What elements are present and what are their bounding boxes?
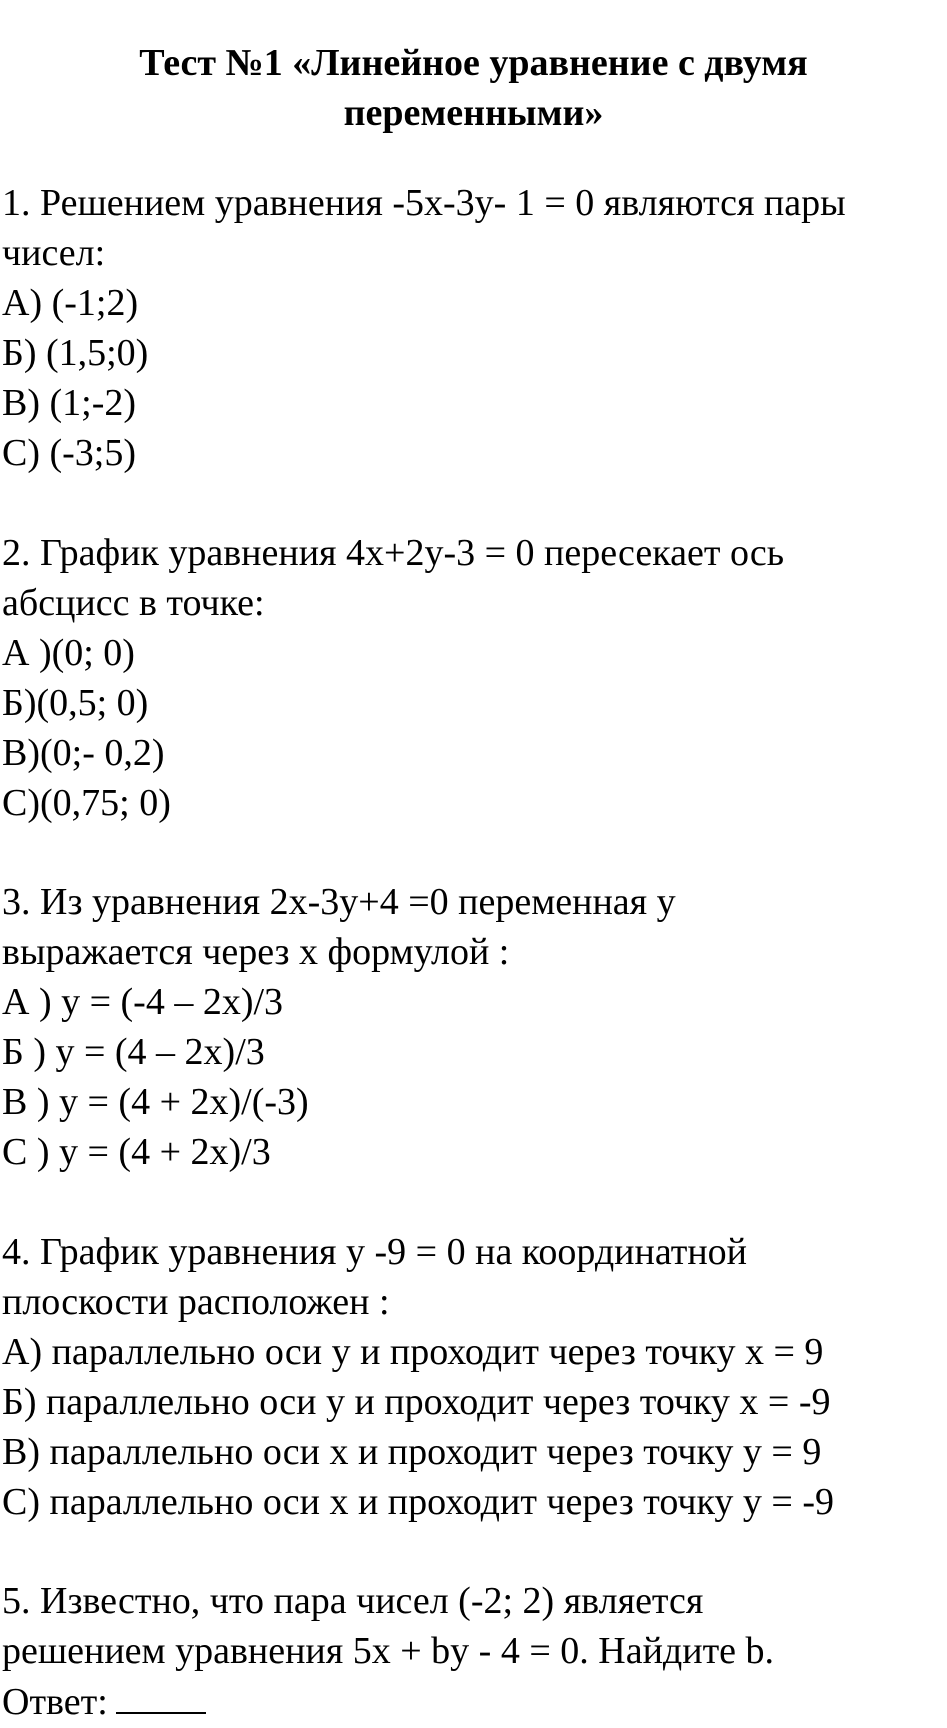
question-5-prompt-line-1: 5. Известно, что пара чисел (-2; 2) является [2, 1580, 704, 1622]
question-3-option-c: В ) у = (4 + 2х)/(-3) [2, 1081, 309, 1123]
question-4-option-c: В) параллельно оси х и проходит через точку у = 9 [2, 1431, 822, 1473]
question-4-prompt-line-1: 4. График уравнения у -9 = 0 на координатной [2, 1231, 748, 1273]
question-5 [2, 1576, 947, 1727]
question-3-prompt-line-1: 3. Из уравнения 2х-3у+4 =0 переменная у [2, 881, 676, 923]
question-2-option-c: В)(0;- 0,2) [2, 732, 165, 774]
question-2 [2, 528, 947, 828]
answer-label: Ответ: [2, 1681, 108, 1723]
title-line-2: переменными» [343, 92, 604, 134]
question-1-prompt-line-2: чисел: [2, 232, 106, 274]
question-2-option-d: С)(0,75; 0) [2, 782, 171, 824]
question-4 [2, 1227, 947, 1527]
question-2-option-a: А )(0; 0) [2, 632, 135, 674]
question-3 [2, 877, 947, 1177]
question-5-answer-row [2, 1676, 947, 1727]
question-5-prompt-line-2: решением уравнения 5х + bу - 4 = 0. Найдите b. [2, 1630, 775, 1672]
question-2-prompt-line-1: 2. График уравнения 4х+2у-3 = 0 пересекает ось [2, 532, 785, 574]
question-1-prompt-line-1: 1. Решением уравнения -5х-3у- 1 = 0 являются пары [2, 182, 846, 224]
question-2-prompt-line-2: абсцисс в точке: [2, 582, 265, 624]
question-4-option-a: А) параллельно оси у и проходит через точку х = 9 [2, 1331, 824, 1373]
answer-blank-field[interactable] [116, 1676, 206, 1714]
question-4-option-d: С) параллельно оси х и проходит через точку у = -9 [2, 1481, 834, 1523]
question-1-option-b: Б) (1,5;0) [2, 332, 149, 374]
question-3-prompt-line-2: выражается через х формулой : [2, 931, 510, 973]
question-1-option-a: А) (-1;2) [2, 282, 139, 324]
title-line-1: Тест №1 «Линейное уравнение с двумя [139, 42, 808, 84]
question-3-option-d: С ) у = (4 + 2х)/3 [2, 1131, 271, 1173]
question-1 [2, 178, 947, 478]
question-1-option-c: В) (1;-2) [2, 382, 137, 424]
question-4-option-b: Б) параллельно оси у и проходит через точку х = -9 [2, 1381, 831, 1423]
document-title [0, 38, 947, 138]
question-1-option-d: С) (-3;5) [2, 432, 137, 474]
question-3-option-b: Б ) у = (4 – 2х)/3 [2, 1031, 265, 1073]
question-4-prompt-line-2: плоскости расположен : [2, 1281, 390, 1323]
question-3-option-a: А ) у = (-4 – 2х)/3 [2, 981, 284, 1023]
question-2-option-b: Б)(0,5; 0) [2, 682, 149, 724]
